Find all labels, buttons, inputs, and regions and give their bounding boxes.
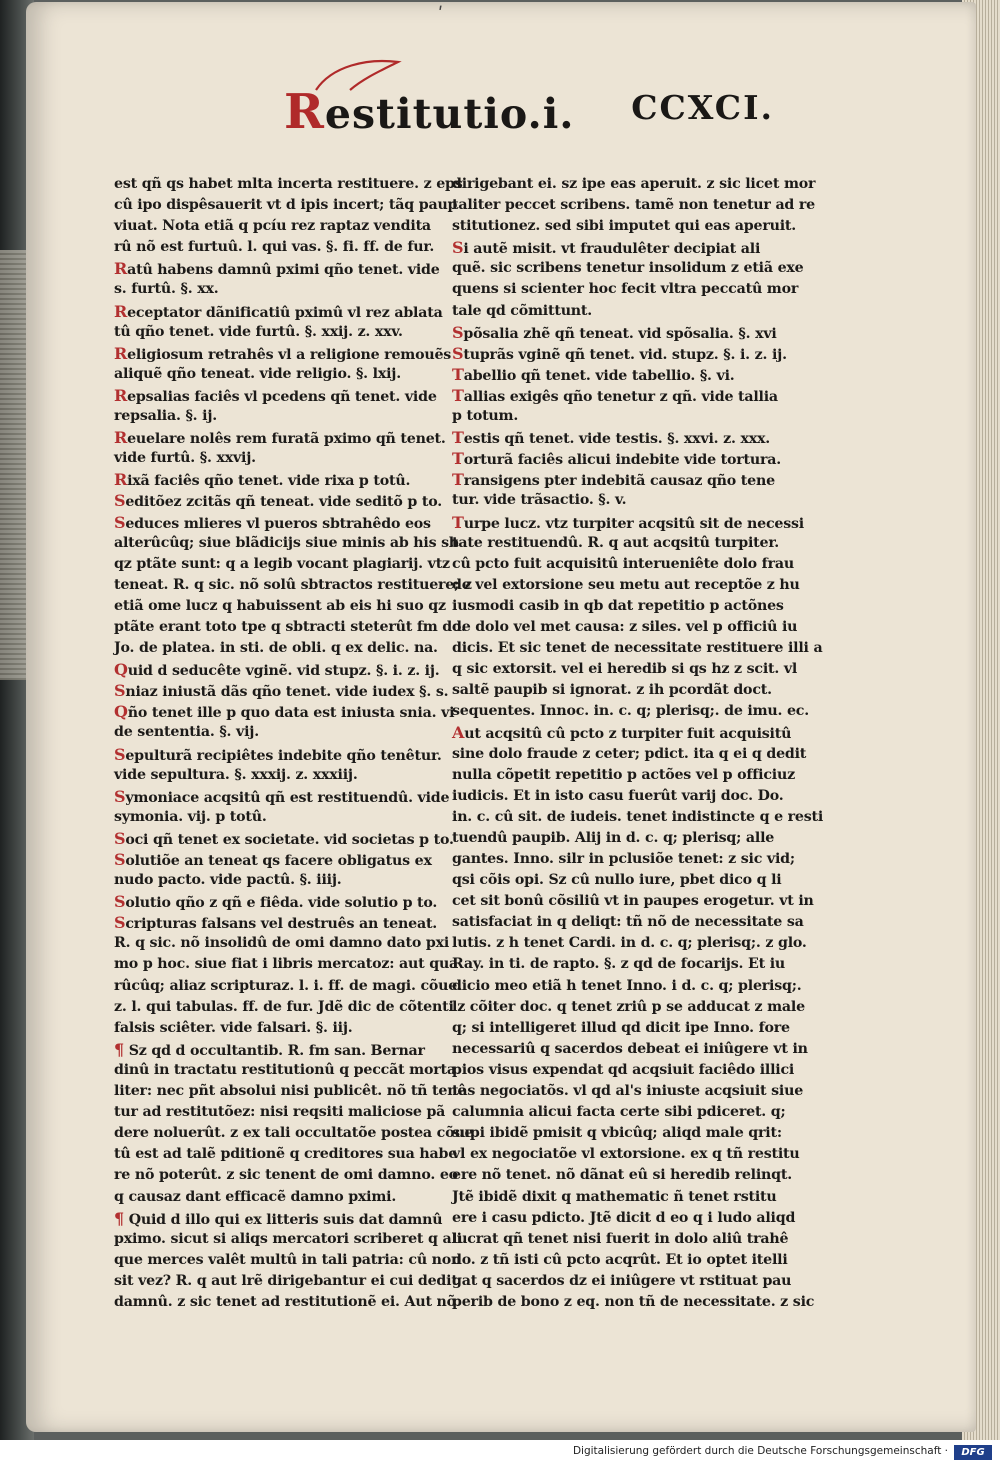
text-line: Seditõez zcitãs qñ teneat. vide seditõ p to. <box>114 491 442 511</box>
text-line: tuendû paupib. Alij in d. c. q; plerisq; alle <box>452 829 775 846</box>
text-line: falsis sciêter. vide falsari. §. iij. <box>114 1019 353 1036</box>
text-line: ere i casu pdicto. Jtẽ dicit d eo q i ludo aliqd <box>452 1209 796 1226</box>
rubric-letter: S <box>114 850 126 869</box>
text-line: ¶ Quid d illo qui ex litteris suis dat damnû <box>114 1208 443 1228</box>
text-line: teneat. R. q sic. nõ solû sbtractos restituere; z <box>114 576 472 593</box>
rubric-letter: R <box>114 385 128 405</box>
text-line: lz cõiter doc. q tenet zriû p se adducat z male <box>452 998 805 1015</box>
text-line: ere nõ tenet. nõ dãnat eû si heredib relinqt. <box>452 1167 792 1184</box>
footer-bar <box>0 1440 1000 1465</box>
text-line: aliquẽ qño teneat. vide religio. §. lxij. <box>114 365 401 382</box>
text-line: iusmodi casib in qb dat repetitio p actõnes <box>452 597 784 614</box>
text-line: Si autẽ misit. vt fraudulêter decipiat ali <box>452 238 761 258</box>
text-line: Spõsalia zhẽ qñ teneat. vid spõsalia. §. xvi <box>452 322 777 342</box>
rubric-letter: Q <box>114 660 128 680</box>
text-line: Receptator dãnificatiû pximû vl rez ablata <box>114 301 443 321</box>
rubric-letter: ¶ <box>114 1039 124 1059</box>
text-line: z. l. qui tabulas. ff. de fur. Jdẽ dic de cõtenti <box>114 998 454 1015</box>
text-line: Sepulturã recipiêtes indebite qño tenêtur. <box>114 744 442 764</box>
text-line: vl ex negociatõe vl extorsione. ex q tñ restitu <box>452 1146 800 1163</box>
text-line: tur ad restitutõez: nisi reqsiti maliciose pã <box>114 1104 446 1121</box>
text-line: Reuelare nolês rem furatã pximo qñ tenet. <box>114 428 446 448</box>
rubric-letter: T <box>452 449 464 469</box>
rubric-letter: S <box>114 744 126 764</box>
text-line: iudicis. Et in isto casu fuerût varij doc. Do. <box>452 787 784 804</box>
text-line: vide sepultura. §. xxxij. z. xxxiij. <box>114 766 358 783</box>
text-line: Ratû habens damnû pximi qño tenet. vide <box>114 259 440 279</box>
text-line: sit vez? R. q aut lrẽ dirigebantur ei cui dedit <box>114 1272 458 1289</box>
text-line: Religiosum retrahês vl a religione remouẽs <box>114 343 452 363</box>
text-line: R. q sic. nõ insolidû de omi damno dato pxi <box>114 935 450 952</box>
text-line: viuat. Nota etiã q pcíu rez raptaz vendita <box>114 218 431 235</box>
text-line: Tabellio qñ tenet. vide tabellio. §. vi. <box>452 364 735 384</box>
text-line: gat q sacerdos dz ei iniûgere vt rstituat pau <box>452 1272 792 1289</box>
text-line: Turpe lucz. vtz turpiter acqsitû sit de necessi <box>452 512 804 532</box>
rubric-letter: S <box>452 322 464 342</box>
text-line: gantes. Inno. silr in pclusiõe tenet: z sic vid; <box>452 851 795 867</box>
text-line: Sniaz iniustã dãs qño tenet. vide iudex §. s. <box>114 681 449 701</box>
text-line: ptãte erant toto tpe q sbtracti steterût fm do. <box>114 618 466 635</box>
text-line: rûcûq; aliaz scripturaz. l. i. ff. de magi. cõue. <box>114 977 462 994</box>
funding-notice: Digitalisierung gefördert durch die Deutsche Forschungsgemeinschaft · <box>572 1445 948 1457</box>
rubric-letter: T <box>452 364 464 384</box>
text-line: sequentes. Innoc. in. c. q; plerisq;. de imu. ec. <box>452 703 809 720</box>
text-line: qz ptãte sunt: q a legib vocant plagiarij. vtz <box>114 555 450 572</box>
text-line: cû pcto fuit acquisitû interueniête dolo frau <box>452 555 794 572</box>
text-line: cû ipo dispêsauerit vt d ipis incert; tãq paup <box>114 197 458 214</box>
text-line: q causaz dant efficacẽ damno pximi. <box>114 1188 397 1205</box>
text-line: quens si scienter hoc fecit vltra peccatû mor <box>452 281 799 298</box>
text-line: Quid d seducête vginẽ. vid stupz. §. i. z. ij. <box>114 660 440 680</box>
text-line: pximo. sicut si aliqs mercatori scriberet q ali <box>114 1230 462 1247</box>
rubric-letter: S <box>114 512 126 532</box>
text-line: calumnia alicui facta certe sibi pdiceret. q; <box>452 1104 786 1121</box>
text-line: mo p hoc. siue fiat i libris mercatoz: aut qua <box>114 956 459 973</box>
rubric-letter: R <box>114 428 128 448</box>
text-line: tû qño tenet. vide furtû. §. xxij. z. xxv. <box>114 323 403 340</box>
text-line: taliter peccet scribens. tamẽ non tenetur ad re <box>452 197 815 214</box>
rubric-letter: T <box>452 428 464 448</box>
text-line: q; si intelligeret illud qd dicit ipe Inno. fore <box>452 1019 790 1036</box>
text-line: est qñ qs habet mlta incerta restituere. z eps <box>114 176 463 192</box>
text-line: Ray. in ti. de rapto. §. z qd de focarijs. Et iu <box>452 956 786 973</box>
text-line: lutis. z h tenet Cardi. in d. c. q; plerisq;. z glo. <box>452 935 807 952</box>
rubric-initial: R <box>284 84 325 140</box>
rubric-letter: S <box>114 681 126 701</box>
rubric-letter: T <box>452 385 464 405</box>
text-line: do. z tñ isti cû pcto acqrût. Et io optet itelli <box>452 1251 788 1268</box>
running-head <box>284 84 774 140</box>
text-line: Stuprãs vginẽ qñ tenet. vid. stupz. §. i. z. ij. <box>452 343 787 363</box>
rubric-letter: A <box>452 723 465 743</box>
rubric-letter: S <box>114 913 126 933</box>
text-line: dere noluerût. z ex tali occultatõe postea cõue <box>114 1125 474 1142</box>
text-line: Soci qñ tenet ex societate. vid societas p to. <box>114 828 454 848</box>
rubric-letter: S <box>452 238 464 258</box>
rubric-letter: S <box>452 343 464 363</box>
text-line: Solutio qño z qñ e fiêda. vide solutio p to. <box>114 892 438 912</box>
text-line: Rixã faciês qño tenet. vide rixa p totû. <box>114 470 411 490</box>
text-line: qsi cõis opi. Sz cû nullo iure, pbet dico q li <box>452 872 782 889</box>
rubric-letter: S <box>114 786 126 806</box>
text-line: nudo pacto. vide pactû. §. iiij. <box>114 872 342 889</box>
text-line: s. furtû. §. xx. <box>114 281 219 298</box>
rubric-letter: T <box>452 470 464 490</box>
text-line: dinû in tractatu restitutionû q peccãt morta <box>114 1061 456 1078</box>
dfg-logo: DFG <box>954 1445 992 1460</box>
folio-number: CCXCI. <box>631 88 774 127</box>
text-line: q sic extorsit. vel ei heredib si qs hz z scit. vl <box>452 661 798 678</box>
text-line: tate restituendû. R. q aut acqsitû turpiter. <box>452 534 780 551</box>
text-line: tas negociatõs. vl qd al's iniuste acqsiuit siue <box>452 1083 804 1100</box>
text-line: rû nõ est furtuû. l. qui vas. §. fi. ff. de fur. <box>114 239 435 256</box>
rubric-letter: S <box>114 491 126 511</box>
text-line: tale qd cõmittunt. <box>452 302 593 319</box>
text-line: dirigebant ei. sz ipe eas aperuit. z sic licet mor <box>452 176 816 192</box>
text-line: Symoniace acqsitû qñ est restituendû. vide <box>114 786 450 806</box>
rubric-letter: S <box>114 892 126 912</box>
text-line: dicio meo etiã h tenet Inno. i d. c. q; plerisq;. <box>452 977 802 994</box>
text-line: Jo. de platea. in sti. de obli. q ex delic. na. <box>114 640 438 657</box>
text-line: cet sit bonû cõsiliû vt in paupes erogetur. vt in <box>452 893 814 910</box>
text-line: stitutionez. sed sibi imputet qui eas aperuit. <box>452 218 797 235</box>
text-line: Solutiõe an teneat qs facere obligatus ex <box>114 850 432 869</box>
left-text-column <box>114 174 474 1313</box>
rubric-letter: R <box>114 470 128 490</box>
rubric-letter: T <box>452 512 464 532</box>
text-line: tur. vide trãsactio. §. v. <box>452 492 627 509</box>
running-title <box>284 84 575 140</box>
text-line: repsalia. §. ij. <box>114 408 218 425</box>
text-line: supi ibidẽ pmisit q vbicûq; aliqd male qrit: <box>452 1125 782 1142</box>
rubric-letter: R <box>114 301 128 321</box>
text-line: Tallias exigês qño tenetur z qñ. vide tallia <box>452 385 778 405</box>
text-line: alterûcûq; siue blãdicijs siue minis ab his sb <box>114 534 459 551</box>
text-line: saltẽ paupib si ignorat. z ih pcordãt doct. <box>452 682 772 699</box>
text-line: etiã ome lucz q habuissent ab eis hi suo qz <box>114 597 446 614</box>
folio-mark: ʹ <box>438 4 444 25</box>
text-line: liter: nec pñt absolui nisi publicêt. nõ tñ tenê <box>114 1083 467 1100</box>
rubric-letter: ¶ <box>114 1208 124 1228</box>
text-line: Scripturas falsans vel destruês an teneat. <box>114 913 438 933</box>
text-line: perib de bono z eq. non tñ de necessitate. z sic <box>452 1293 815 1310</box>
text-line: que merces valêt multû in tali patria: cû non <box>114 1251 462 1268</box>
text-line: necessariû q sacerdos debeat ei iniûgere vt in <box>452 1040 808 1057</box>
text-line: damnû. z sic tenet ad restitutionẽ ei. Aut nõ <box>114 1293 456 1310</box>
text-line: Jtẽ ibidẽ dixit q mathematic ñ tenet rstitu <box>452 1188 777 1205</box>
text-line: satisfaciat in q deliqt: tñ nõ de necessitate sa <box>452 914 804 931</box>
text-line: de vel extorsione seu metu aut receptõe z hu <box>452 576 800 593</box>
text-line: quẽ. sic scribens tenetur insolidum z etiã exe <box>452 260 804 277</box>
text-line: ¶ Sz qd d occultantib. R. fm san. Bernar <box>114 1039 425 1059</box>
text-line: lucrat qñ tenet nisi fuerit in dolo aliû trahê <box>452 1230 789 1247</box>
running-title-text: estitutio.i. <box>324 90 575 138</box>
text-line: re nõ poterût. z sic tenent de omi damno. eo <box>114 1167 458 1184</box>
text-line: Aut acqsitû cû pcto z turpiter fuit acquisitû <box>452 723 792 743</box>
text-line: Seduces mlieres vl pueros sbtrahêdo eos <box>114 512 431 532</box>
text-line: tû est ad talẽ pditionẽ q creditores sua habe <box>114 1146 458 1163</box>
text-line: de sententia. §. vij. <box>114 724 259 741</box>
text-line: pios visus expendat qd acqsiuit faciêdo illici <box>452 1061 795 1078</box>
text-line: in. c. cû sit. de iudeis. tenet indistincte q e resti <box>452 808 824 825</box>
right-text-column <box>452 174 824 1313</box>
rubric-letter: R <box>114 259 128 279</box>
rubric-letter: R <box>114 343 128 363</box>
text-line: Testis qñ tenet. vide testis. §. xxvi. z. xxx. <box>452 428 771 448</box>
text-line: symonia. vij. p totû. <box>114 808 267 825</box>
rubric-letter: Q <box>114 702 128 722</box>
text-line: vide furtû. §. xxvij. <box>114 450 256 467</box>
text-line: Transigens pter indebitã causaz qño tene <box>452 470 775 490</box>
text-line: Qño tenet ille p quo data est iniusta snia. vi <box>114 702 455 722</box>
text-line: p totum. <box>452 408 519 425</box>
text-line: nulla cõpetit repetitio p actões vel p officiuz <box>452 766 795 783</box>
rubric-letter: S <box>114 828 126 848</box>
text-line: Torturã faciês alicui indebite vide tortura. <box>452 449 782 469</box>
text-line: Repsalias faciês vl pcedens qñ tenet. vide <box>114 385 437 405</box>
text-line: de dolo vel met causa: z siles. vel p officiû iu <box>452 618 798 635</box>
text-line: sine dolo fraude z ceter; pdict. ita q ei q dedit <box>452 745 807 762</box>
text-line: dicis. Et sic tenet de necessitate restituere illi a <box>452 640 823 657</box>
